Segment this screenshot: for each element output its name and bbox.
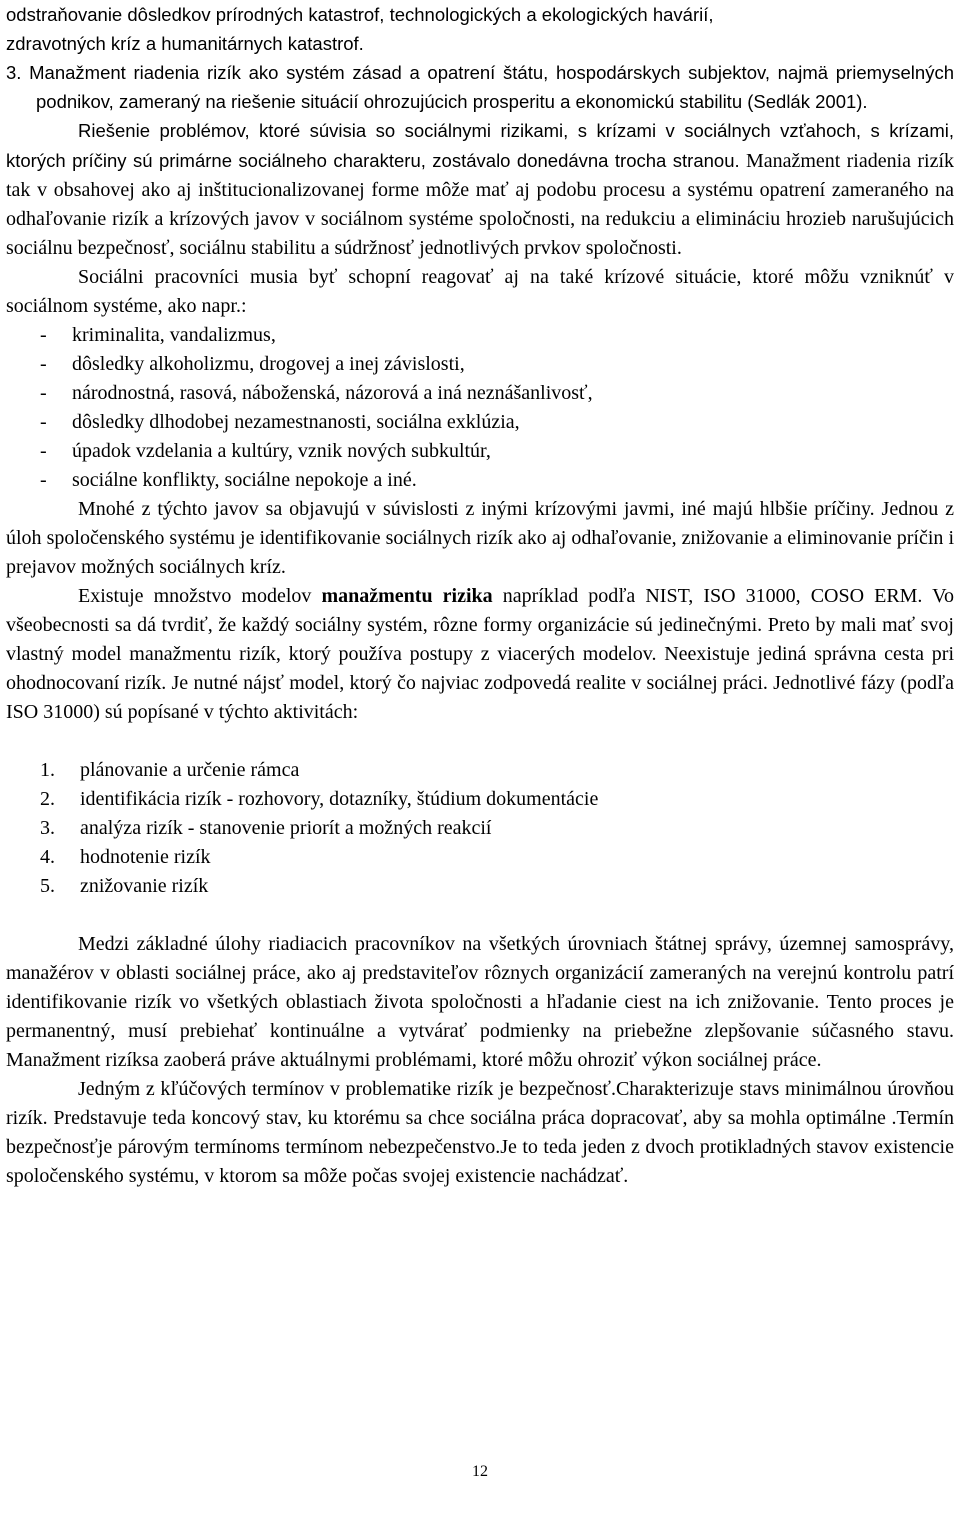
paragraph-deeper-causes: Mnohé z týchto javov sa objavujú v súvislosti z inými krízovými javmi, iné majú hlbšie príčiny. Jednou z úloh spoločenského systému je identifikovanie sociálnych rizík ako aj odhaľovanie, znižovanie a eliminovanie príčin i prejavov možných sociálnych kríz. bbox=[6, 498, 954, 578]
list-item-3 bbox=[6, 58, 954, 116]
paragraph-risk-models-start: Existuje množstvo modelov bbox=[78, 585, 322, 607]
list-item-text: národnostná, rasová, náboženská, názorová a iná neznášanlivosť, bbox=[72, 382, 593, 404]
list-item bbox=[6, 437, 954, 466]
carry-over-line-1: odstraňovanie dôsledkov prírodných katastrof, technologických a ekologických havárií, bbox=[6, 4, 714, 25]
spacer bbox=[6, 901, 954, 930]
list-item-text: znižovanie rizík bbox=[80, 875, 209, 897]
paragraph-social-workers: Sociálni pracovníci musia byť schopní reagovať aj na také krízové situácie, ktoré môžu vzniknúť v sociálnom systéme, ako napr.: bbox=[6, 266, 954, 317]
spacer bbox=[6, 727, 954, 756]
dash-bullet: - bbox=[40, 440, 47, 462]
list-item-text: dôsledky dlhodobej nezamestnanosti, sociálna exklúzia, bbox=[72, 411, 520, 433]
intro-block bbox=[6, 0, 954, 116]
dash-bullet: - bbox=[40, 324, 47, 346]
list-item bbox=[6, 350, 954, 379]
list-number: 1. bbox=[40, 759, 55, 781]
list-item bbox=[6, 408, 954, 437]
paragraph-social-risks-sans-part: Riešenie problémov, ktoré súvisia so sociálnymi rizikami, s krízami v sociálnych vzťahoch, s krízami, ktorých príčiny sú primárne sociálneho charakteru, zostávalo donedávna trocha stranou. bbox=[6, 120, 954, 171]
bold-term-risk-management: manažmentu rizika bbox=[321, 585, 493, 607]
list-item bbox=[6, 466, 954, 495]
list-item-3-text: Manažment riadenia rizík ako systém zásad a opatrení štátu, hospodárskych subjektov, najmä priemyselných podnikov, zameraný na riešenie situácií ohrozujúcich prosperitu a ekonomickú stabilitu (Sedlák 2001). bbox=[29, 62, 954, 112]
list-item-text: úpadok vzdelania a kultúry, vznik nových subkultúr, bbox=[72, 440, 491, 462]
list-item bbox=[6, 843, 954, 872]
list-item bbox=[6, 379, 954, 408]
paragraph-risk-models-rest: napríklad podľa NIST, ISO 31000, COSO ERM. Vo všeobecnosti sa dá tvrdiť, že každý sociálny systém, rôzne formy organizácie sú jedinečnými. Preto by mali mať svoj vlastný model manažmentu rizík, ktorý používa postupy z viacerých modelov. Neexistuje jediná správna cesta pri ohodnocovaní rizík. Je nutné nájsť model, ktorý čo najviac zodpovedá realite v sociálnej práci. Jednotlivé fázy (podľa ISO 31000) sú popísané v týchto aktivitách: bbox=[6, 585, 954, 723]
list-item-3-number: 3. bbox=[6, 62, 22, 83]
dash-bullet: - bbox=[40, 353, 47, 375]
paragraph-risk-models bbox=[6, 582, 954, 727]
crisis-phenomena-list bbox=[6, 321, 954, 495]
list-number: 2. bbox=[40, 788, 55, 810]
list-item bbox=[6, 872, 954, 901]
list-item-text: kriminalita, vandalizmus, bbox=[72, 324, 276, 346]
dash-bullet: - bbox=[40, 411, 47, 433]
carry-over-line-2: zdravotných kríz a humanitárnych katastrof. bbox=[6, 33, 364, 54]
body-text bbox=[6, 0, 954, 1191]
list-item-text: dôsledky alkoholizmu, drogovej a inej závislosti, bbox=[72, 353, 465, 375]
page-number: 12 bbox=[472, 1463, 488, 1480]
list-item-text: analýza rizík - stanovenie priorít a možných reakcií bbox=[80, 817, 492, 839]
dash-bullet: - bbox=[40, 469, 47, 491]
list-item-text: identifikácia rizík - rozhovory, dotazníky, štúdium dokumentácie bbox=[80, 788, 599, 810]
paragraph-social-risks bbox=[6, 116, 954, 263]
list-number: 5. bbox=[40, 875, 55, 897]
list-number: 3. bbox=[40, 817, 55, 839]
paragraph-security: Jedným z kľúčových termínov v problematike rizík je bezpečnosť.Charakterizuje stavs minimálnou úrovňou rizík. Predstavuje teda koncový stav, ku ktorému sa chce sociálna práca dopracovať, aby sa mohla optimálne .Termín bezpečnosťje párovým termínoms termínom nebezpečenstvo.Je to teda jeden z dvoch protikladných stavov existencie spoločenského systému, v ktorom sa môže počas svojej existencie nachádzať. bbox=[6, 1078, 954, 1187]
list-item-text: hodnotenie rizík bbox=[80, 846, 211, 868]
iso-phases-list bbox=[6, 756, 954, 901]
paragraph-management-tasks: Medzi základné úlohy riadiacich pracovníkov na všetkých úrovniach štátnej správy, územnej samosprávy, manažérov v oblasti sociálnej práce, ako aj predstaviteľov rôznych organizácií zameraných na verejnú kontrolu patrí identifikovanie rizík vo všetkých oblastiach života spoločnosti a hľadanie ciest na ich znižovanie. Tento proces je permanentný, musí prebiehať kontinuálne a vytvárať podmienky na priebežne zlepšovanie súčasného stavu. Manažment rizíksa zaoberá práve aktuálnymi problémami, ktoré môžu ohroziť výkon sociálnej práce. bbox=[6, 933, 954, 1071]
paragraph-social-risks-serif-part: Manažment riadenia rizík tak v obsahovej ako aj inštitucionalizovanej forme môže mať aj podobu procesu a systému opatrení zameraného na odhaľovanie rizík a krízových javov v sociálnom systéme spoločnosti, na redukciu a elimináciu hrozieb narušujúcich sociálnu bezpečnosť, sociálnu stabilitu a súdržnosť jednotlivých prvkov spoločnosti. bbox=[6, 150, 955, 259]
list-item bbox=[6, 785, 954, 814]
list-item bbox=[6, 756, 954, 785]
list-number: 4. bbox=[40, 846, 55, 868]
list-item bbox=[6, 814, 954, 843]
list-item-text: sociálne konflikty, sociálne nepokoje a iné. bbox=[72, 469, 417, 491]
list-item-text: plánovanie a určenie rámca bbox=[80, 759, 300, 781]
list-item bbox=[6, 321, 954, 350]
dash-bullet: - bbox=[40, 382, 47, 404]
